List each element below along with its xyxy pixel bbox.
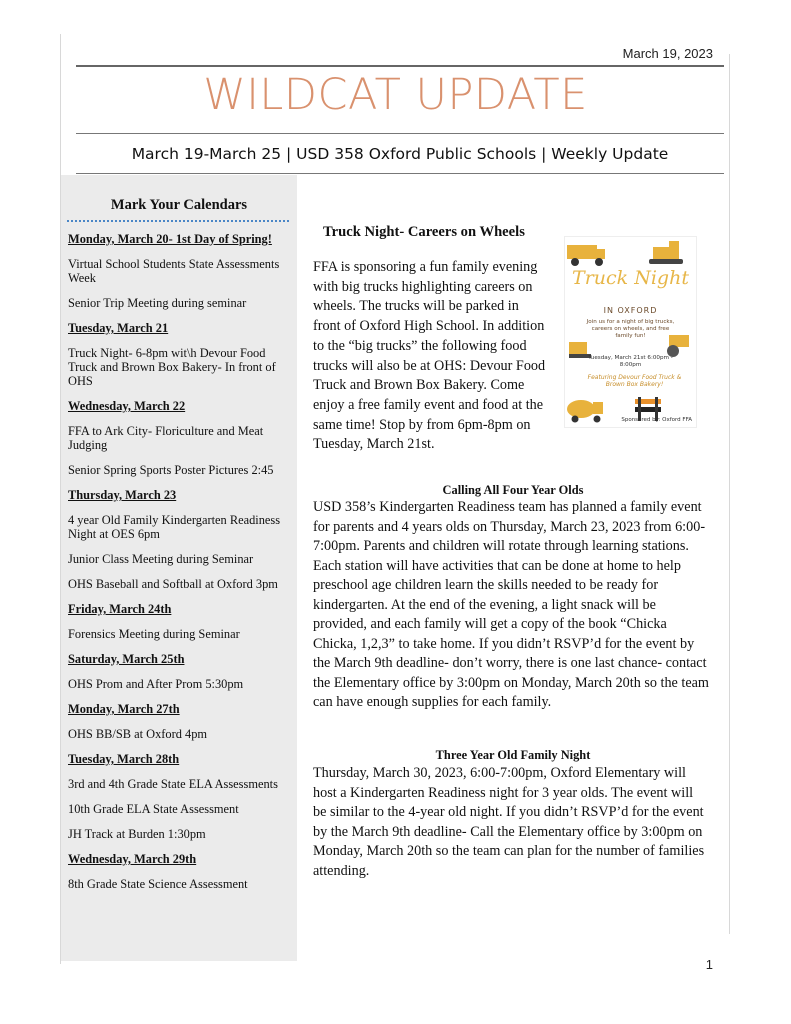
dump-truck-icon <box>567 245 605 266</box>
calendar-day: Thursday, March 23 <box>68 488 177 502</box>
calendar-event: Senior Spring Sports Poster Pictures 2:45 <box>68 463 274 477</box>
calendar-day: Wednesday, March 29th <box>68 852 197 866</box>
calendar-day: Monday, March 27th <box>68 702 180 716</box>
poster-text: Join us for a night of big trucks, careers on wheels, and free family fun! <box>586 319 675 339</box>
poster-when: Tuesday, March 21st 6:00pm - 8:00pm <box>588 355 673 368</box>
calendar-event: OHS Prom and After Prom 5:30pm <box>68 677 244 691</box>
calendar-event: 3rd and 4th Grade State ELA Assessments <box>68 777 278 791</box>
issue-date: March 19, 2023 <box>622 46 713 61</box>
four-year-heading: Calling All Four Year Olds <box>442 483 584 497</box>
calendar-event: 10th Grade ELA State Assessment <box>68 802 239 816</box>
four-year-body: USD 358’s Kindergarten Readiness team has planned a family event for parents and 4 years olds on Thursday, March 23, 2023 from 6:00-7:00pm. Parents and children will rotate through learning stations. Each station will have activities that can be done at home to help preschool age children learn the skills needed to be ready for kindergarten. At the end of the evening, a light snack will be provided, and each family will get a copy of the book “Chicka Chicka, 1,2,3” to take home. If you didn’t RSVP’d for the event by the March 9th deadline- don’t worry, there is one last chance- contact the Elementary office by 3:00pm on Monday, March 20th so the team can have enough supplies for each family. <box>313 499 709 710</box>
calendar-list <box>68 227 292 891</box>
bulldozer-icon <box>649 241 683 264</box>
calendar-event: OHS BB/SB at Oxford 4pm <box>68 727 208 741</box>
divider <box>76 65 724 67</box>
mixer-truck-icon <box>567 400 603 423</box>
divider <box>76 173 724 174</box>
truck-night-body: FFA is sponsoring a fun family evening with big trucks highlighting careers on wheels. The trucks will be parked in front of Oxford High School. In addition to the “big trucks” the following food trucks will also be at OHS: Devour Food Truck and Brown Box Bakery. Come enjoy a free family event and food at the same time! Stop by from 6pm-8pm on Tuesday, March 21st. <box>313 259 546 453</box>
calendar-event: Truck Night- 6-8pm wit\h Devour Food Truck and Brown Box Bakery- In front of OHS <box>68 346 276 388</box>
calendar-heading: Mark Your Calendars <box>110 197 248 213</box>
calendar-event: Senior Trip Meeting during seminar <box>68 296 247 310</box>
calendar-sidebar <box>61 175 297 961</box>
calendar-event: 8th Grade State Science Assessment <box>68 877 248 891</box>
dotted-divider <box>67 220 289 222</box>
truck-night-heading: Truck Night- Careers on Wheels <box>323 224 525 240</box>
calendar-day: Saturday, March 25th <box>68 652 185 666</box>
calendar-day: Wednesday, March 22 <box>68 399 186 413</box>
calendar-event: OHS Baseball and Softball at Oxford 3pm <box>68 577 278 591</box>
three-year-body: Thursday, March 30, 2023, 6:00-7:00pm, Oxford Elementary will host a Kindergarten Readiness night for 3 year olds. The event will be similar to the 4-year old night. If you didn’t RSVP’d for the event by the March 9th deadline- Call the Elementary office by 3:00pm on Monday, March 20th so the team can plan for the number of families attending. <box>313 765 705 879</box>
calendar-event: Virtual School Students State Assessments Week <box>68 257 280 285</box>
newsletter-subtitle: March 19-March 25 | USD 358 Oxford Public Schools | Weekly Update <box>131 145 669 163</box>
calendar-day: Tuesday, March 21 <box>68 321 169 335</box>
poster-title: Truck Night <box>572 267 689 289</box>
newsletter-title: WILDCAT UPDATE <box>203 70 588 120</box>
poster-sponsor: Sponsored by: Oxford FFA <box>621 416 692 423</box>
page-border-right <box>729 54 730 934</box>
calendar-day: Monday, March 20- 1st Day of Spring! <box>68 232 272 246</box>
divider <box>76 133 724 134</box>
calendar-event: 4 year Old Family Kindergarten Readiness Night at OES 6pm <box>68 513 281 541</box>
calendar-event: JH Track at Burden 1:30pm <box>68 827 206 841</box>
page-number: 1 <box>705 957 713 972</box>
poster-subtitle: IN OXFORD <box>603 306 658 315</box>
truck-night-poster <box>564 236 697 428</box>
calendar-event: Forensics Meeting during Seminar <box>68 627 240 641</box>
poster-featuring: Featuring Devour Food Truck & Brown Box Bakery! <box>587 374 682 388</box>
calendar-event: Junior Class Meeting during Seminar <box>68 552 254 566</box>
three-year-heading: Three Year Old Family Night <box>435 748 591 762</box>
calendar-day: Friday, March 24th <box>68 602 172 616</box>
calendar-day: Tuesday, March 28th <box>68 752 180 766</box>
calendar-event: FFA to Ark City- Floriculture and Meat Judging <box>68 424 264 452</box>
